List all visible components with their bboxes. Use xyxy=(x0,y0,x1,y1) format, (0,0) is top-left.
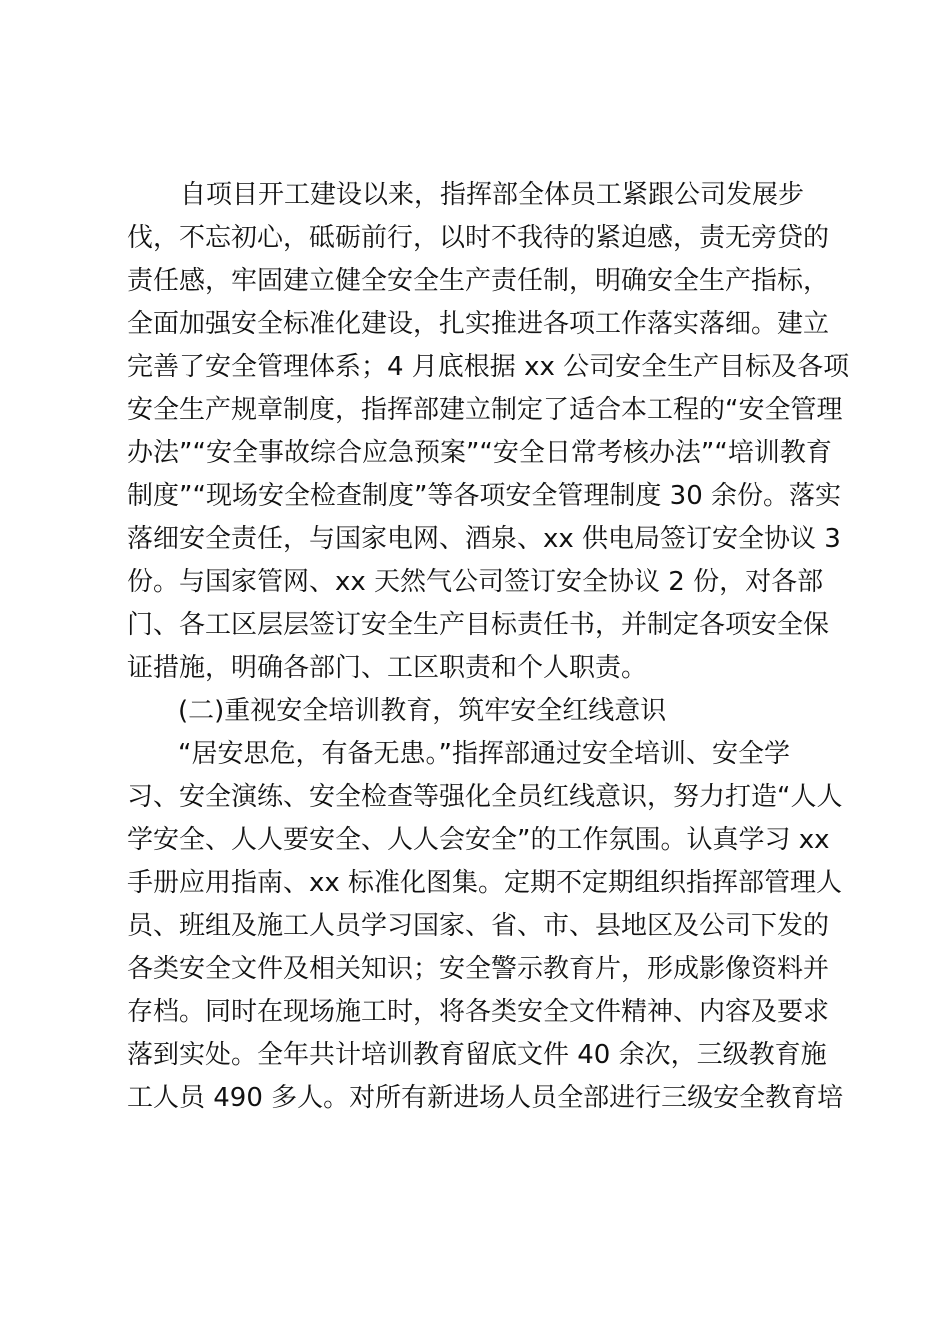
paragraph-line: 员、班组及施工人员学习国家、省、市、县地区及公司下发的 xyxy=(127,911,830,941)
paragraph-line: 存档。同时在现场施工时，将各类安全文件精神、内容及要求 xyxy=(127,997,830,1027)
paragraph-line: 落到实处。全年共计培训教育留底文件 40 余次，三级教育施 xyxy=(127,1040,827,1070)
paragraph-line: 工人员 490 多人。对所有新进场人员全部进行三级安全教育培 xyxy=(127,1083,844,1113)
paragraph-line: 份。与国家管网、xx 天然气公司签订安全协议 2 份，对各部 xyxy=(127,567,824,597)
paragraph-line: 习、安全演练、安全检查等强化全员红线意识，努力打造“人人 xyxy=(127,782,843,812)
paragraph-line: 安全生产规章制度，指挥部建立制定了适合本工程的“安全管理 xyxy=(127,395,843,425)
paragraph-line: 制度”“现场安全检查制度”等各项安全管理制度 30 余份。落实 xyxy=(127,481,842,511)
paragraph-line: 各类安全文件及相关知识；安全警示教育片，形成影像资料并 xyxy=(127,954,830,984)
paragraph-line: 自项目开工建设以来，指挥部全体员工紧跟公司发展步 xyxy=(180,180,805,210)
paragraph-line: 办法”“安全事故综合应急预案”“安全日常考核办法”“培训教育 xyxy=(127,438,832,468)
paragraph-line: 证措施，明确各部门、工区职责和个人职责。 xyxy=(127,653,648,683)
section-heading: (二)重视安全培训教育，筑牢安全红线意识 xyxy=(178,696,667,726)
paragraph-line: 完善了安全管理体系；4 月底根据 xx 公司安全生产目标及各项 xyxy=(127,352,850,382)
paragraph-line: 手册应用指南、xx 标准化图集。定期不定期组织指挥部管理人 xyxy=(127,868,843,898)
paragraph-line: 学安全、人人要安全、人人会安全”的工作氛围。认真学习 xx xyxy=(127,825,830,855)
paragraph-line: 全面加强安全标准化建设，扎实推进各项工作落实落细。建立 xyxy=(127,309,830,339)
paragraph-line: 门、各工区层层签订安全生产目标责任书，并制定各项安全保 xyxy=(127,610,830,640)
paragraph-line: 落细安全责任，与国家电网、酒泉、xx 供电局签订安全协议 3 xyxy=(127,524,841,554)
paragraph-line: “居安思危，有备无患。”指挥部通过安全培训、安全学 xyxy=(178,739,790,769)
paragraph-line: 责任感，牢固建立健全安全生产责任制，明确安全生产指标， xyxy=(127,266,830,296)
paragraph-line: 伐，不忘初心，砥砺前行，以时不我待的紧迫感，责无旁贷的 xyxy=(127,223,830,253)
